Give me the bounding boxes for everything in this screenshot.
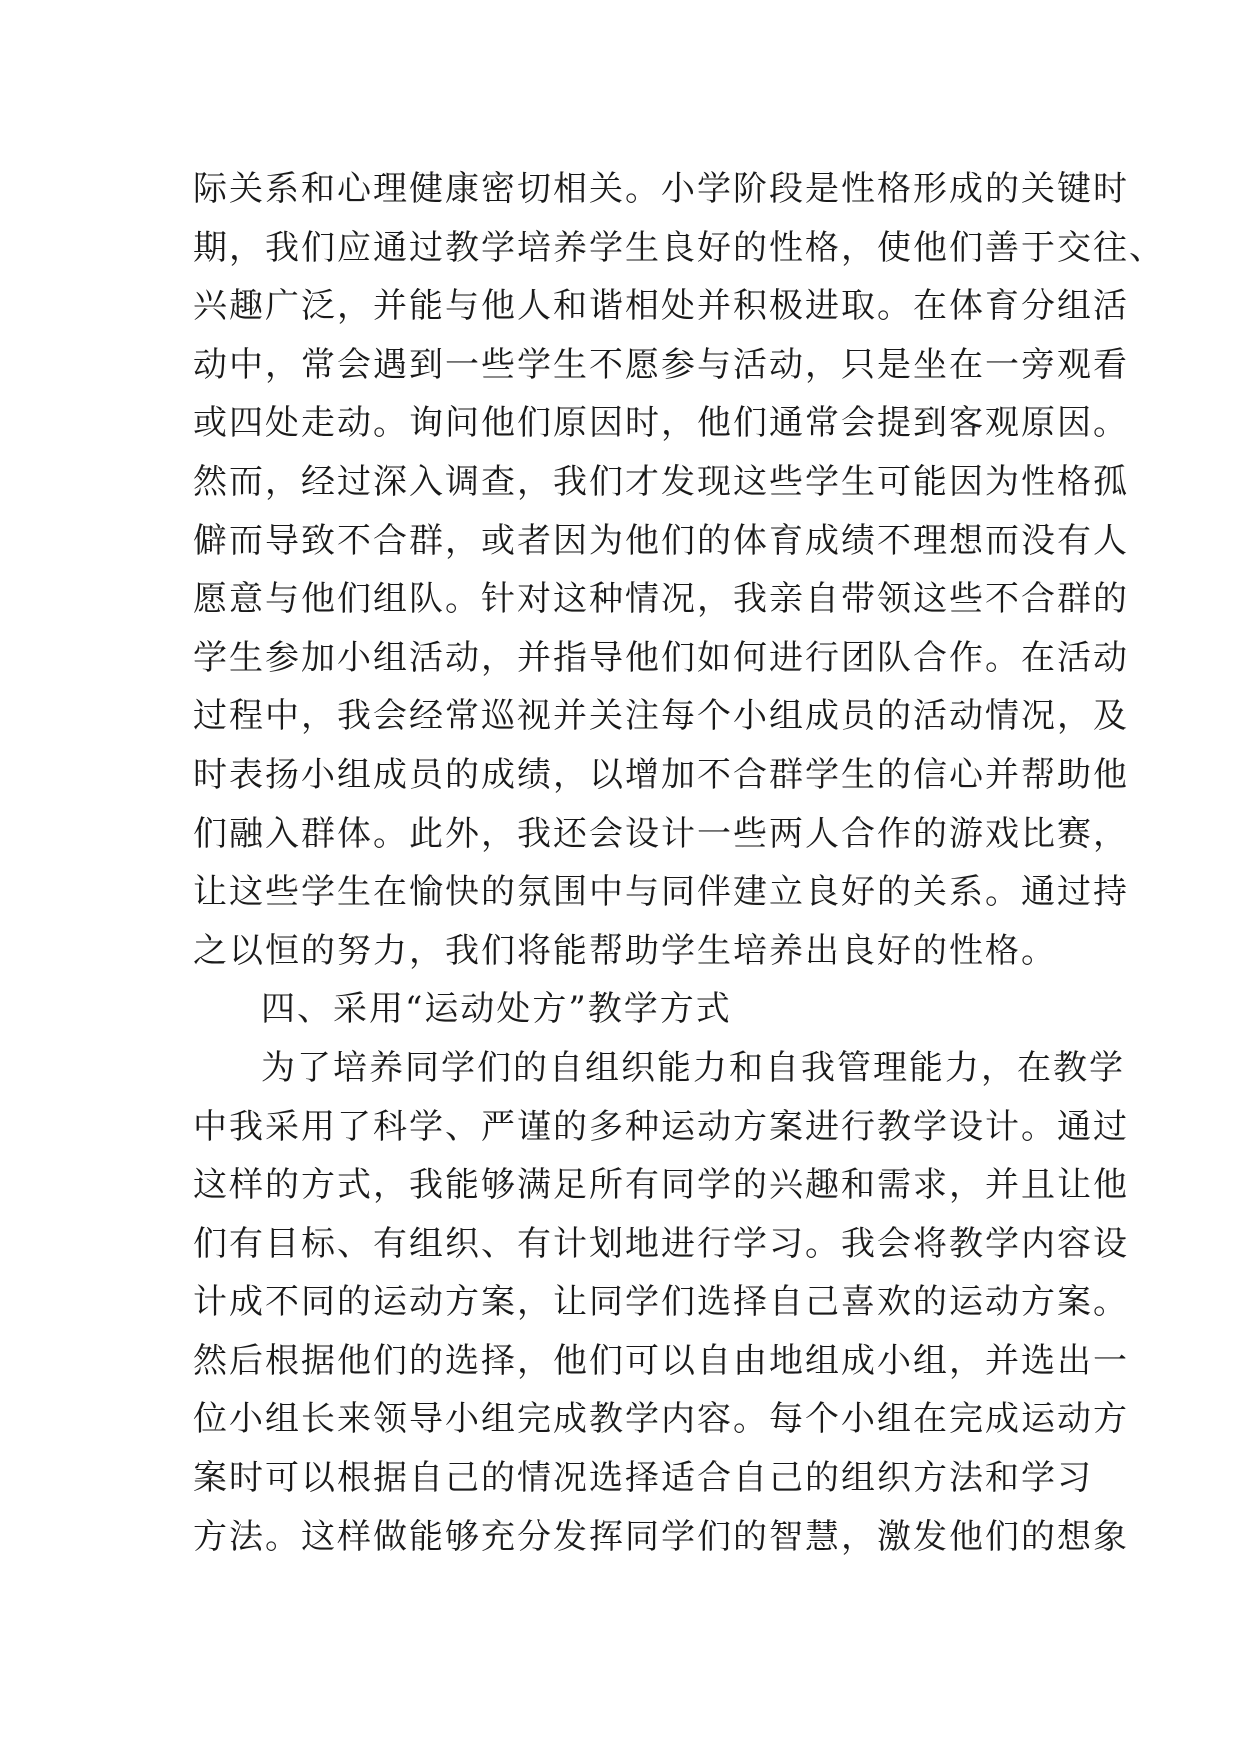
text-line: 动中，常会遇到一些学生不愿参与活动，只是坐在一旁观看 [193, 344, 1129, 385]
text-line: 然而，经过深入调查，我们才发现这些学生可能因为性格孤 [193, 461, 1129, 502]
text-line: 计成不同的运动方案，让同学们选择自己喜欢的运动方案。 [193, 1282, 1129, 1323]
text-line: 愿意与他们组队。针对这种情况，我亲自带领这些不合群的 [193, 579, 1129, 620]
text-line: 方法。这样做能够充分发挥同学们的智慧，激发他们的想象 [193, 1516, 1129, 1557]
text-line: 中我采用了科学、严谨的多种运动方案进行教学设计。通过 [193, 1106, 1129, 1147]
text-line: 让这些学生在愉快的氛围中与同伴建立良好的关系。通过持 [193, 872, 1129, 913]
text-line: 时表扬小组成员的成绩，以增加不合群学生的信心并帮助他 [193, 754, 1129, 795]
text-line: 际关系和心理健康密切相关。小学阶段是性格形成的关键时 [193, 169, 1129, 209]
text-line: 兴趣广泛，并能与他人和谐相处并积极进取。在体育分组活 [193, 286, 1129, 327]
text-line: 过程中，我会经常巡视并关注每个小组成员的活动情况，及 [193, 696, 1129, 737]
text-line: 位小组长来领导小组完成教学内容。每个小组在完成运动方 [193, 1399, 1129, 1440]
text-line: 案时可以根据自己的情况选择适合自己的组织方法和学习 [193, 1458, 1093, 1499]
text-line: 们有目标、有组织、有计划地进行学习。我会将教学内容设 [193, 1223, 1129, 1264]
text-line: 这样的方式，我能够满足所有同学的兴趣和需求，并且让他 [193, 1165, 1129, 1206]
text-line: 然后根据他们的选择，他们可以自由地组成小组，并选出一 [193, 1340, 1129, 1381]
section-heading: 四、采用“运动处方”教学方式 [261, 989, 732, 1030]
body-text [193, 160, 1165, 1566]
text-line: 僻而导致不合群，或者因为他们的体育成绩不理想而没有人 [193, 520, 1129, 561]
text-line: 们融入群体。此外，我还会设计一些两人合作的游戏比赛， [193, 813, 1129, 854]
text-line: 之以恒的努力，我们将能帮助学生培养出良好的性格。 [193, 930, 1057, 971]
text-line: 学生参加小组活动，并指导他们如何进行团队合作。在活动 [193, 637, 1129, 678]
paragraph-start-line: 为了培养同学们的自组织能力和自我管理能力，在教学 [261, 1047, 1125, 1088]
text-line: 期，我们应通过教学培养学生良好的性格，使他们善于交往、 [193, 227, 1165, 268]
text-line: 或四处走动。询问他们原因时，他们通常会提到客观原因。 [193, 403, 1129, 444]
